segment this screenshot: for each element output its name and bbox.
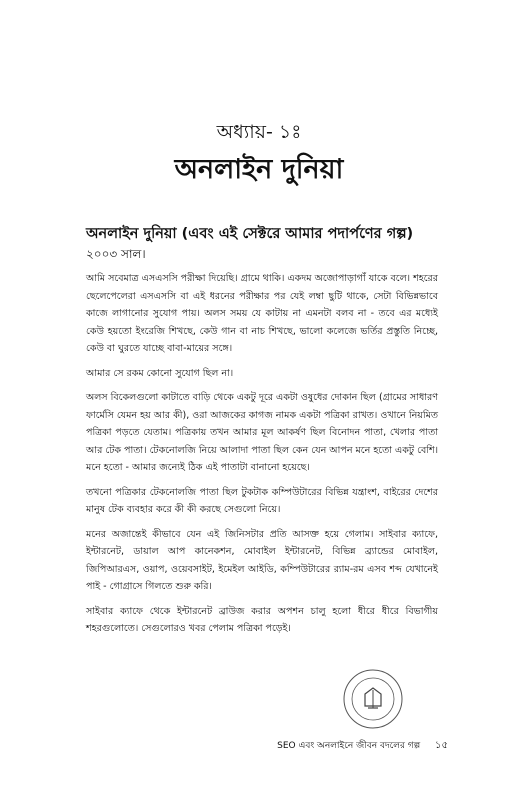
section-heading: অনলাইন দুনিয়া (এবং এই সেক্টরে আমার পদার্পণের গল্প) (86, 226, 414, 242)
chapter-label: অধ্যায়- ১ঃ (216, 121, 302, 143)
body-text (86, 270, 438, 645)
page-number: ১৫ (435, 740, 448, 751)
page-footer (268, 738, 448, 755)
footer-title: SEO এবং অনলাইনে জীবন বদলের গল্প (277, 741, 421, 751)
paragraph: আমার সে রকম কোনো সুযোগ ছিল না। (86, 367, 234, 379)
chapter-title: অনলাইন দুনিয়া (174, 154, 344, 185)
section-year: ২০০৩ সাল। (86, 247, 146, 261)
paragraph: সাইবার ক্যাফে থেকে ইন্টারনেট ব্রাউজ করার অপশন চালু হলো ধীরে ধীরে বিভাগীয় শহরগুলোতে। সেগুলোরও খবর পেলাম পত্রিকা পড়েই। (86, 605, 438, 634)
paragraph: তখনো পত্রিকার টেকনোলজি পাতা ছিল টুকটাক কম্পিউটারের বিভিন্ন যন্ত্রাংশ, বাইরের দেশের মানুষ টেক ব্যবহার করে কী কী করছে সেগুলো নিয়ে। (86, 486, 438, 515)
watermark-seal (342, 668, 404, 730)
paragraph: অলস বিকেলগুলো কাটাতে বাড়ি থেকে একটু দূরে একটা ওষুধের দোকান ছিল (গ্রামের সাধারণ ফার্মেসি যেমন হয় আর কী), ওরা আজকের কাগজ নামক একটা পত্রিকা রাখত। ওখানে নিয়মিত পত্রিকা পড়তে যেতাম। পত্রিকায় তখন আমার মূল আকর্ষণ ছিল বিনোদন পাতা, খেলার পাতা আর টেক পাতা। টেকনোলজি নিয়ে আলাদা পাতা ছিল কেন যেন আপন মনে হতো একটু বেশি। মনে হতো - আমার জন্যেই ঠিক এই পাতাটা বানানো হয়েছে। (86, 392, 438, 473)
paragraph: আমি সবেমাত্র এসএসসি পরীক্ষা দিয়েছি। গ্রামে থাকি। একদম অজোপাড়াগাঁ যাকে বলে। শহরের ছেলেপেলেরা এসএসসি বা এই ধরনের পরীক্ষার পর যেই লম্বা ছুটি থাকে, সেটা বিভিন্নভাবে কাজে লাগানোর সুযোগ পায়। অলস সময় যে কাটায় না এমনটা বলব না - তবে এর মধ্যেই কেউ হয়তো ইংরেজি শিখছে, কেউ গান বা নাচ শিখছে, ভালো কলেজে ভর্তির প্রস্তুতি নিচ্ছে, কেউ বা ঘুরতে যাচ্ছে বাবা-মায়ের সঙ্গে। (86, 273, 438, 354)
paragraph: মনের অজান্তেই কীভাবে যেন এই জিনিসটার প্রতি আসক্ত হয়ে গেলাম। সাইবার ক্যাফে, ইন্টারনেট, ডায়াল আপ কানেকশন, মোবাইল ইন্টারনেট, বিভিন্ন ব্র্যান্ডের মোবাইল, জিপিআরএস, ওয়াপ, ওয়েবসাইট, ইমেইল আইডি, কম্পিউটারের র‍্যাম-রম এসব শব্দ যেখানেই পাই - গোগ্রাসে গিলতে শুরু করি। (86, 528, 438, 592)
